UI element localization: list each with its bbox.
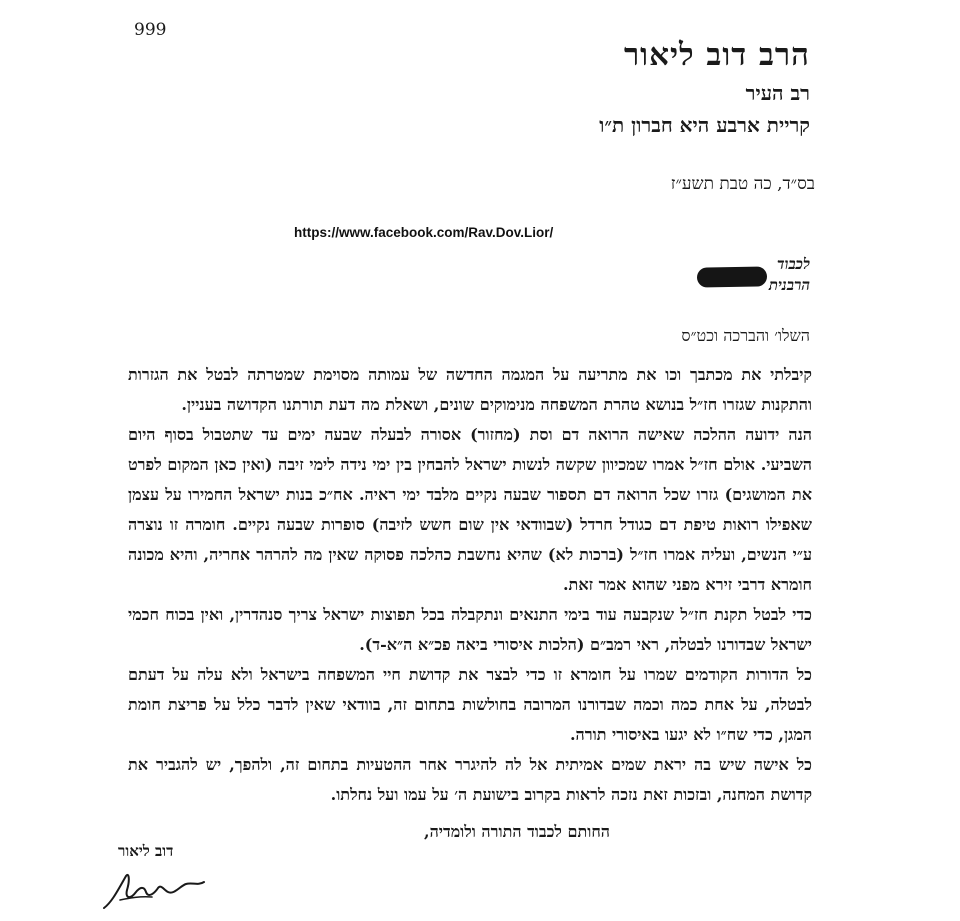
- letterhead-title: רב העיר: [745, 81, 810, 105]
- body-paragraph: הנה ידועה ההלכה שאישה הרואה דם וסת (מחזור) אסורה לבעלה שבעה ימים עד שתטבול בסוף היום השביעי. אולם חז״ל אמרו שמכיוון שקשה לנשות ישראל להבחין בין ימי נידה לימי זיבה (ואין כאן המקום לפרט את המושגים) גזרו שכל הרואה דם תספור שבעה נקיים מלבד ימי ראיה. אח״כ בנות ישראל החמירו על עצמן שאפילו רואות טיפת דם כגודל חרדל (שבוודאי אין שום חשש לזיבה) סופרות שבעה נקיים. חומרה זו נוצרה ע״י הנשים, ועליה אמרו חז״ל (ברכות לא) שהיא נחשבת כהלכה פסוקה שאין מה להרהר אחריה, והיא מכונה חומרא דרבי זירא מפני שהוא אמר זאת.: [128, 425, 812, 594]
- closing-line: החותם לכבוד התורה ולומדיה,: [424, 822, 610, 841]
- body-paragraph: קיבלתי את מכתבך וכו את מתריעה על המגמה החדשה של עמותה מסוימת שמטרתה לבטל את הגזרות והתקנות שגזרו חז״ל בנושא טהרת המשפחה מנימוקים שונים, ושאלת מה דעת תורתנו הקדושה בעניין.: [128, 365, 812, 414]
- recipient-block: [769, 254, 810, 296]
- letterhead-city: קריית ארבע היא חברון ת״ו: [599, 113, 810, 137]
- body-paragraph: כל הדורות הקודמים שמרו על חומרא זו כדי לבצר את קדושת חיי המשפחה בישראל ולא עלה על דעתם לבטלה, על אחת כמה וכמה שבדורנו המרובה בחולשות בתחום זה, בוודאי שאין לדבר כלל על פריצת חומת המגן, כדי שח״ו לא יגעו באיסורי תורה.: [128, 665, 812, 744]
- letter-body: [128, 360, 812, 810]
- recipient-line-1: לכבוד: [776, 255, 810, 273]
- letterhead-name: הרב דוב ליאור: [623, 37, 810, 73]
- greeting: השלו׳ והברכה וכט״ס: [681, 326, 810, 345]
- facebook-url: https://www.facebook.com/Rav.Dov.Lior/: [294, 225, 554, 240]
- letterhead: [599, 36, 810, 140]
- body-paragraph: כדי לבטל תקנת חז״ל שנקבעה עוד בימי התנאים ונתקבלה בכל תפוצות ישראל צריך סנהדרין, ואין בכוח חכמי ישראל שבדורנו לבטלה, ראי רמב״ם (הלכות איסורי ביאה פכ״א ה״א-ד).: [128, 605, 812, 654]
- recipient-line-2: הרבנית: [768, 276, 810, 294]
- redaction-mark: [697, 266, 767, 287]
- handwritten-signature: [100, 860, 215, 915]
- page-number: 999: [134, 20, 167, 40]
- signature-name: דוב ליאור: [118, 842, 174, 860]
- body-paragraph: כל אישה שיש בה יראת שמים אמיתית אל לה להיגרר אחר ההטעיות בתחום זה, ולהפך, יש להגביר את קדושת המחנה, ובזכות זאת נזכה לראות בקרוב בישועת ה׳ על עמו ועל נחלתו.: [128, 755, 812, 804]
- letter-date: בס״ד, כה טבת תשע״ז: [670, 174, 815, 194]
